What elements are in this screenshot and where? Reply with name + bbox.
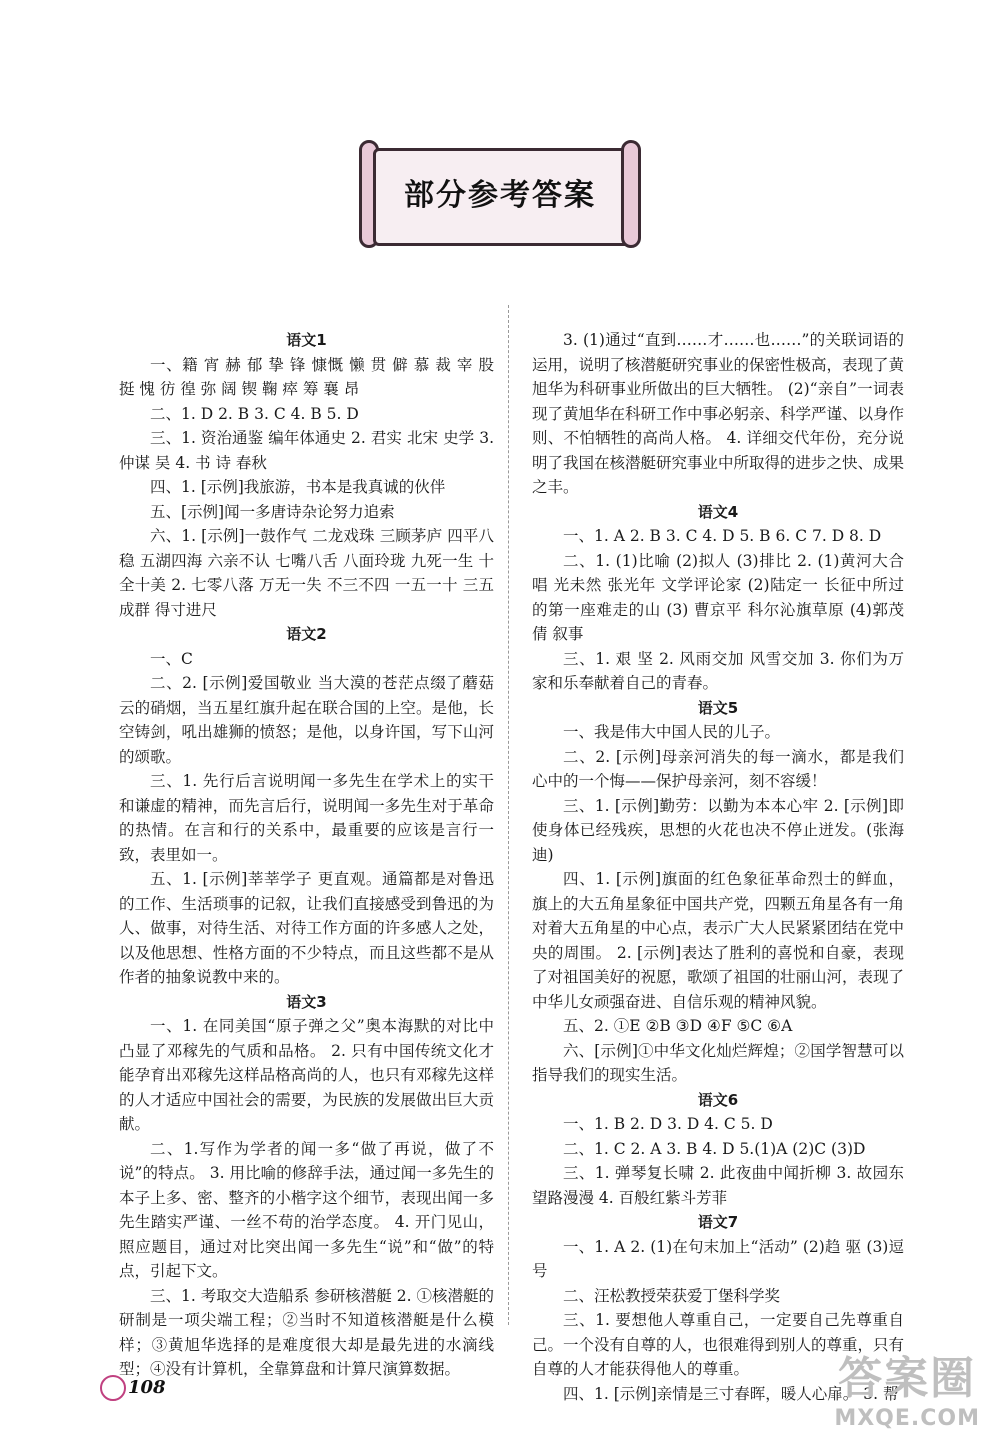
answer-paragraph: 一、C bbox=[150, 649, 193, 668]
answer-paragraph: 三、1. 先行后言说明闻一多先生在学术上的实干和谦虚的精神，而先言后行，说明闻一多先生对于革命的热情。在言和行的关系中，最重要的应该是言行一致，表里如一。 bbox=[119, 772, 494, 864]
answer-paragraph: 四、1. [示例]亲情是三寸春晖，暖人心扉。 3. 帮 bbox=[563, 1384, 899, 1403]
section-heading: 语文2 bbox=[286, 625, 327, 643]
answer-paragraph: 二、1. (1)比喻 (2)拟人 (3)排比 2. (1)黄河大合唱 光未然 张光年 文学评论家 (2)陆定一 长征中所过的第一座难走的山 (3) 曹京平 科尔沁旗草原 (4)郭茂倩 叙事 bbox=[532, 551, 904, 643]
answer-paragraph: 四、1. [示例]旗面的红色象征革命烈士的鲜血，旗上的大五角星象征中国共产党，四颗五角星各有一角对着大五角星的中心点，表示广大人民紧紧团结在党中央的周围。 2. [示例]表达了胜利的喜悦和自豪，表现了对祖国美好的祝愿，歌颂了祖国的壮丽山河，表现了中华儿女顽强奋进、自信乐观的精神风貌。 bbox=[532, 870, 905, 1011]
answer-paragraph: 三、1. [示例]勤劳：以勤为本本心牢 2. [示例]即使身体已经残疾，思想的火花也决不停止迸发。(张海迪) bbox=[532, 796, 904, 864]
watermark-line1: 答案圈 bbox=[838, 1353, 977, 1404]
answer-paragraph: 二、2. [示例]爱国敬业 当大漠的苍茫点缀了蘑菇云的硝烟，当五星红旗升起在联合国的上空。是他，长空铸剑，吼出雄狮的愤怒；是他，以身许国，写下山河的颂歌。 bbox=[119, 674, 494, 766]
section-heading: 语文3 bbox=[286, 992, 327, 1011]
answer-paragraph: 四、1. [示例]我旅游，书本是我真诚的伙伴 bbox=[150, 478, 446, 496]
section-heading: 语文4 bbox=[697, 502, 739, 521]
answer-paragraph: 二、1.写作为学者的闻一多“做了再说，做了不说”的特点。 3. 用比喻的修辞手法，通过闻一多先生的本子上多、密、整齐的小楷字这个细节，表现出闻一多先生踏实严谨、一丝不苟的治学态度。 4. 开门见山，照应题目，通过对比突出闻一多先生“说”和“做”的特点，引起下文。 bbox=[119, 1139, 494, 1280]
answer-paragraph: 3. (1)通过“直到……才……也……”的关联词语的运用，说明了核潜艇研究事业的保密性极高，表现了黄旭华为科研事业所做出的巨大牺牲。 (2)“亲自”一词表现了黄旭华在科研工作中事必躬亲、科学严谨、以身作则、不怕牺牲的高尚人格。 4. 详细交代年份，充分说明了我国在核潜艇研究事业中所取得的进步之快、成果之丰。 bbox=[532, 331, 905, 496]
answer-paragraph: 三、1. 艰 坚 2. 风雨交加 风雪交加 3. 你们为万家和乐奉献着自己的青春。 bbox=[532, 649, 904, 692]
answer-paragraph: 六、1. [示例]一鼓作气 二龙戏珠 三顾茅庐 四平八稳 五湖四海 六亲不认 七嘴八舌 八面玲珑 九死一生 十全十美 2. 七零八落 万无一失 不三不四 一五一十 三五成群 得寸进尺 bbox=[119, 527, 494, 619]
title-scroll-banner bbox=[355, 140, 645, 248]
right-column bbox=[532, 328, 904, 1406]
answer-paragraph: 一、1. 在同美国“原子弹之父”奥本海默的对比中凸显了邓稼先的气质和品格。 2. 只有中国传统文化才能孕育出邓稼先这样品格高尚的人，也只有邓稼先这样的人才适应中国社会的需要，为民族的发展做出巨大贡献。 bbox=[119, 1017, 494, 1133]
answer-paragraph: 三、1. 资治通鉴 编年体通史 2. 君实 北宋 史学 3. 仲谋 吴 4. 书 诗 春秋 bbox=[119, 429, 494, 472]
left-column bbox=[119, 328, 494, 1382]
answer-paragraph: 二、1. D 2. B 3. C 4. B 5. D bbox=[150, 404, 359, 423]
answer-paragraph: 二、2. [示例]母亲河消失的每一滴水，都是我们心中的一个悔——保护母亲河，刻不容缓！ bbox=[532, 747, 904, 790]
section-heading: 语文6 bbox=[697, 1090, 739, 1109]
watermark-line2: MXQE.COM bbox=[834, 1406, 980, 1431]
answer-paragraph: 五、2. ①E ②B ③D ④F ⑤C ⑥A bbox=[563, 1017, 793, 1035]
section-heading: 语文5 bbox=[697, 698, 739, 717]
answer-paragraph: 一、1. A 2. B 3. C 4. D 5. B 6. C 7. D 8. D bbox=[563, 527, 882, 545]
answer-paragraph: 二、汪松教授荣获爱丁堡科学奖 bbox=[563, 1286, 781, 1305]
answer-paragraph: 一、1. B 2. D 3. D 4. C 5. D bbox=[563, 1115, 773, 1133]
answer-paragraph: 三、1. 要想他人尊重自己，一定要自己先尊重自己。一个没有自尊的人，也很难得到别人的尊重，只有自尊的人才能获得他人的尊重。 bbox=[532, 1311, 905, 1378]
answer-paragraph: 一、我是伟大中国人民的儿子。 bbox=[563, 723, 781, 741]
answer-paragraph: 一、籍 宵 赫 郁 挚 锋 慷慨 懒 贯 僻 慕 裁 宰 股 挺 愧 彷 徨 弥 阔 锲 鞠 瘁 筹 襄 昂 bbox=[119, 355, 494, 398]
section-heading: 语文7 bbox=[697, 1213, 739, 1231]
answer-paragraph: 三、1. 考取交大造船系 参研核潜艇 2. ①核潜艇的研制是一项尖端工程；②当时不知道核潜艇是什么模样；③黄旭华选择的是难度很大却是最先进的水滴线型；④没有计算机，全靠算盘和计算尺演算数据。 bbox=[119, 1286, 494, 1378]
page-number: 108 bbox=[128, 1377, 166, 1398]
page-title: 部分参考答案 bbox=[404, 178, 596, 213]
spiral-sun-icon bbox=[100, 1375, 126, 1401]
answer-paragraph: 三、1. 弹琴复长啸 2. 此夜曲中闻折柳 3. 故园东望路漫漫 4. 百般红紫斗芳菲 bbox=[532, 1164, 904, 1207]
column-divider bbox=[508, 305, 509, 1325]
answer-paragraph: 六、[示例]①中华文化灿烂辉煌；②国学智慧可以指导我们的现实生活。 bbox=[532, 1041, 904, 1084]
answer-paragraph: 五、1. [示例]莘莘学子 更直观。通篇都是对鲁迅的工作、生活琐事的记叙，让我们直接感受到鲁迅的为人、做事，对待生活、对待工作方面的许多感人之处，以及他思想、性格方面的不少特点，而且这些都不是从作者的抽象说教中来的。 bbox=[119, 870, 494, 986]
answer-paragraph: 五、[示例]闻一多唐诗杂论努力追索 bbox=[150, 502, 395, 521]
section-heading: 语文1 bbox=[286, 331, 327, 349]
answer-paragraph: 二、1. C 2. A 3. B 4. D 5.(1)A (2)C (3)D bbox=[563, 1139, 866, 1158]
watermark bbox=[834, 1342, 980, 1431]
page-footer bbox=[100, 1375, 166, 1401]
answer-paragraph: 一、1. A 2. (1)在句末加上“活动” (2)趋 驱 (3)逗号 bbox=[532, 1237, 904, 1280]
